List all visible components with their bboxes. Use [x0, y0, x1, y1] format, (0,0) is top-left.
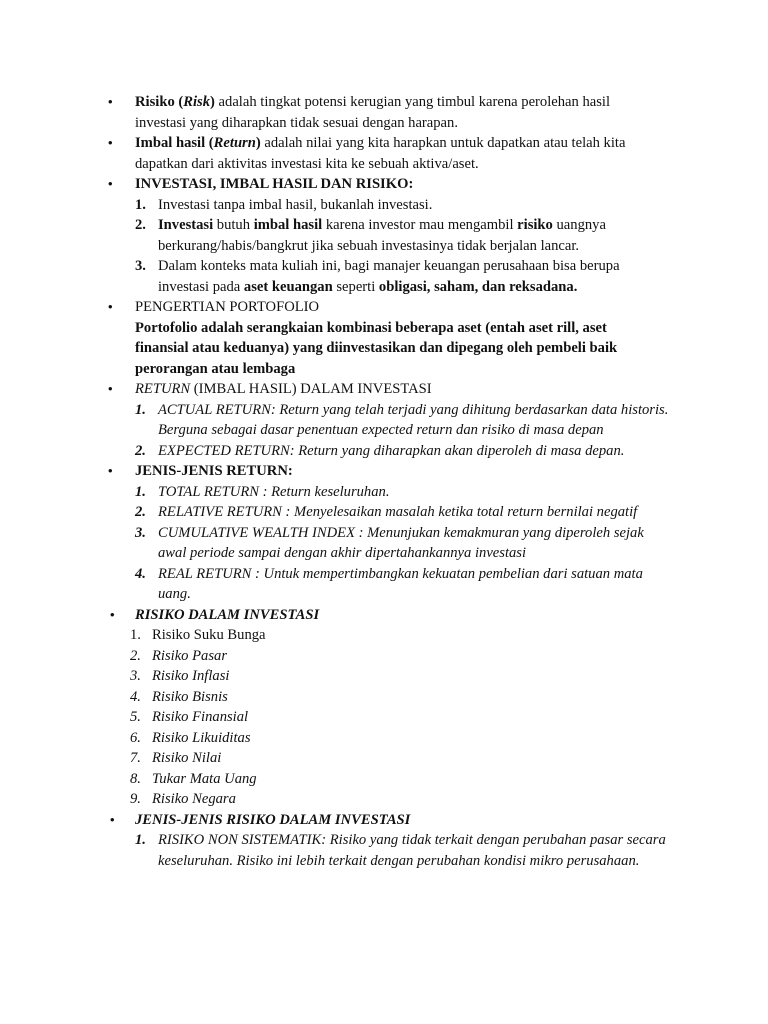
list-item — [0, 666, 768, 687]
bullet-text — [135, 92, 655, 133]
list-item — [0, 687, 768, 708]
list-number: 4. — [135, 565, 146, 582]
text-fragment: karena investor mau mengambil — [322, 217, 518, 233]
list-item — [0, 523, 768, 564]
bullet-jenis-return-heading — [0, 461, 768, 482]
list-number: 4. — [130, 688, 141, 705]
list-item-text: Risiko Nilai — [152, 750, 222, 766]
bold-term: obligasi, saham, dan reksadana. — [378, 278, 578, 295]
list-item — [0, 195, 768, 216]
bullet-risiko-heading — [0, 605, 768, 626]
bullet-risk-definition — [0, 92, 768, 133]
section-heading: PENGERTIAN PORTOFOLIO — [135, 299, 320, 315]
portofolio-definition — [0, 318, 768, 380]
bullet-marker: • — [108, 463, 113, 478]
list-item-text — [158, 215, 673, 256]
list-item-text: TOTAL RETURN : Return keseluruhan. — [158, 483, 390, 500]
bullet-marker: • — [108, 299, 113, 314]
list-item — [0, 707, 768, 728]
list-item-text: CUMULATIVE WEALTH INDEX : Menunjukan kemakmuran yang diperoleh sejak awal periode sampai dengan akhir dipertahankannya investasi — [158, 524, 644, 561]
risk-definition: adalah tingkat potensi kerugian yang timbul karena perolehan hasil investasi yang diharapkan tidak sesuai dengan harapan. — [135, 94, 611, 131]
list-item — [0, 646, 768, 667]
list-item-text: Risiko Bisnis — [152, 688, 228, 705]
list-item-text: RISIKO NON SISTEMATIK: Risiko yang tidak terkait dengan perubahan pasar secara keseluruhan. Risiko ini lebih terkait dengan perubahan kondisi mikro perusahaan. — [158, 832, 666, 869]
list-number: 1. — [135, 483, 146, 500]
bullet-text — [135, 133, 655, 174]
text-fragment: butuh — [213, 217, 254, 233]
section-heading: JENIS-JENIS RETURN: — [135, 463, 293, 479]
list-item — [0, 728, 768, 749]
list-number: 1. — [135, 401, 146, 418]
heading-rest: (IMBAL HASIL) DALAM INVESTASI — [190, 381, 432, 397]
list-item — [0, 748, 768, 769]
bullet-marker: • — [110, 606, 115, 622]
list-number: 3. — [130, 668, 141, 684]
list-item — [0, 625, 768, 646]
list-item-text: REAL RETURN : Untuk mempertimbangkan kekuatan pembelian dari satuan mata uang. — [158, 565, 643, 602]
section-heading: INVESTASI, IMBAL HASIL DAN RISIKO: — [135, 176, 414, 192]
list-item — [0, 769, 768, 790]
list-item-text: Investasi tanpa imbal hasil, bukanlah investasi. — [158, 196, 433, 213]
term-return-english: Return — [213, 135, 256, 151]
bullet-marker: • — [108, 94, 113, 109]
list-number: 3. — [135, 258, 146, 274]
list-number: 6. — [130, 729, 141, 746]
paragraph: Portofolio adalah serangkaian kombinasi beberapa aset (entah aset rill, aset finansial atau keduanya) yang diinvestasikan dan dipegang oleh pembeli baik perorangan atau lembaga — [135, 319, 618, 377]
text-fragment: uangnya berkurang/habis/bangkrut jika sebuah investasinya tidak berjalan lancar. — [158, 217, 606, 254]
bullet-portofolio-heading — [0, 297, 768, 318]
list-number: 2. — [130, 647, 141, 664]
list-number: 1. — [130, 627, 141, 643]
text-fragment: Dalam konteks mata kuliah ini, bagi manajer keuangan perusahaan bisa berupa investasi pada — [158, 258, 620, 295]
paren-open: ( — [205, 135, 214, 151]
bullet-investasi-heading — [0, 174, 768, 195]
paren-close: ) — [255, 135, 261, 151]
list-item-text: EXPECTED RETURN: Return yang diharapkan akan diperoleh di masa depan. — [158, 442, 625, 459]
list-item — [0, 830, 768, 871]
term-risk-english: Risk — [183, 94, 211, 110]
bold-term: risiko — [517, 217, 553, 233]
list-number: 2. — [135, 504, 146, 520]
term-return: Imbal hasil — [135, 135, 206, 151]
bullet-marker: • — [108, 135, 113, 150]
list-item — [0, 564, 768, 605]
paren-close: ) — [210, 94, 215, 110]
list-item-text: Risiko Inflasi — [152, 668, 230, 684]
bullet-return-definition — [0, 133, 768, 174]
list-number: 2. — [135, 217, 146, 233]
bullet-jenis-risiko-heading — [0, 810, 768, 831]
list-item — [0, 215, 768, 256]
section-heading: JENIS-JENIS RISIKO DALAM INVESTASI — [135, 811, 411, 828]
text-fragment: seperti — [332, 278, 379, 295]
bold-term: Investasi — [158, 217, 214, 233]
list-item — [0, 482, 768, 503]
list-item-text: ACTUAL RETURN: Return yang telah terjadi yang dihitung berdasarkan data historis. Berguna sebagai dasar penentuan expected return dan risiko di masa depan — [158, 401, 669, 438]
list-item — [0, 789, 768, 810]
return-definition: adalah nilai yang kita harapkan untuk dapatkan atau telah kita dapatkan dari aktivitas investasi kita ke sebuah aktiva/aset. — [135, 135, 626, 172]
list-item-text: Risiko Suku Bunga — [152, 627, 266, 643]
list-number: 8. — [130, 770, 141, 787]
bullet-marker: • — [108, 176, 113, 191]
list-number: 1. — [135, 196, 146, 213]
list-number: 3. — [135, 524, 146, 541]
list-number: 2. — [135, 442, 146, 459]
list-number: 9. — [130, 791, 141, 807]
section-heading — [135, 379, 655, 400]
list-item — [0, 400, 768, 441]
list-item-text: Risiko Likuiditas — [152, 729, 251, 746]
heading-italic: RETURN — [135, 381, 191, 397]
list-item-text: Risiko Finansial — [152, 709, 249, 725]
bullet-return-heading — [0, 379, 768, 400]
bold-term: imbal hasil — [253, 217, 323, 233]
section-heading: RISIKO DALAM INVESTASI — [135, 606, 320, 623]
paren-open: ( — [174, 94, 184, 110]
document-content — [0, 92, 768, 871]
list-item-text — [158, 256, 673, 297]
list-item — [0, 441, 768, 462]
list-number: 5. — [130, 709, 141, 725]
list-number: 1. — [135, 832, 146, 848]
bullet-marker: • — [110, 811, 115, 827]
term-risk: Risiko — [135, 94, 175, 110]
list-item-text: Tukar Mata Uang — [152, 770, 257, 787]
list-item-text: RELATIVE RETURN : Menyelesaikan masalah ketika total return bernilai negatif — [158, 504, 638, 520]
bold-term: aset keuangan — [243, 278, 333, 295]
list-item — [0, 502, 768, 523]
list-item — [0, 256, 768, 297]
list-number: 7. — [130, 750, 141, 766]
list-item-text: Risiko Pasar — [152, 647, 227, 664]
bullet-marker: • — [108, 381, 113, 396]
list-item-text: Risiko Negara — [152, 791, 236, 807]
